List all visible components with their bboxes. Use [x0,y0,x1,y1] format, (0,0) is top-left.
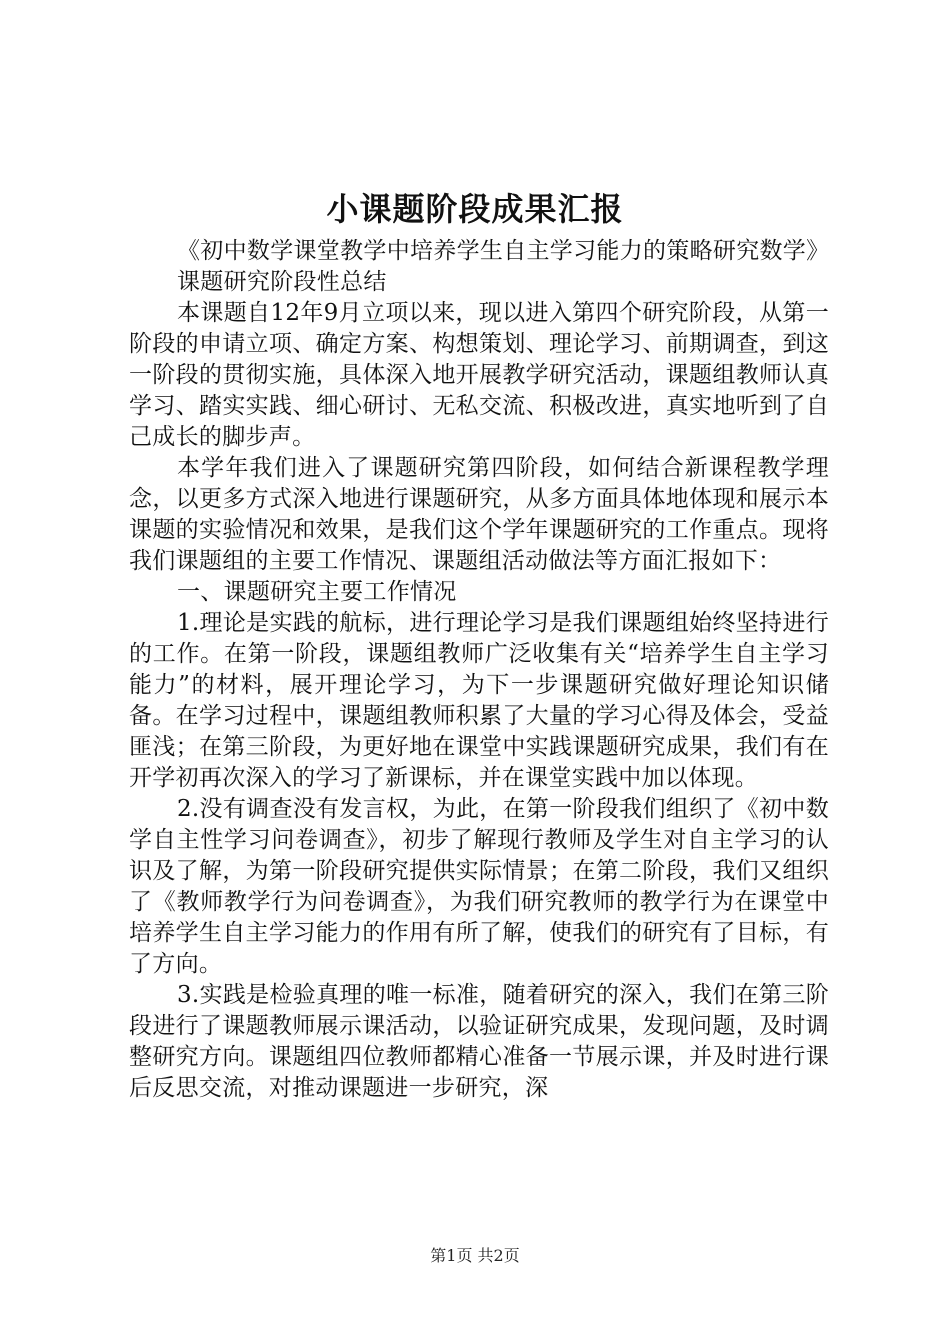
paragraph-item-1: 1.理论是实践的航标，进行理论学习是我们课题组始终坚持进行的工作。在第一阶段，课题组教师广泛收集有关“培养学生自主学习能力”的材料，展开理论学习，为下一步课题研究做好理论知识储备。在学习过程中，课题组教师积累了大量的学习心得及体会，受益匪浅；在第三阶段，为更好地在课堂中实践课题研究成果，我们有在开学初再次深入的学习了新课标，并在课堂实践中加以体现。 [129,610,829,791]
paragraph-summary-heading: 课题研究阶段性总结 [177,269,387,295]
paragraph-overview: 本学年我们进入了课题研究第四阶段，如何结合新课程教学理念，以更多方式深入地进行课题研究，从多方面具体地体现和展示本课题的实验情况和效果，是我们这个学年课题研究的工作重点。现将我们课题组的主要工作情况、课题组活动做法等方面汇报如下： [129,455,829,574]
paragraph-item-2: 2.没有调查没有发言权，为此，在第一阶段我们组织了《初中数学自主性学习问卷调查》，初步了解现行教师及学生对自主学习的认识及了解，为第一阶段研究提供实际情景；在第二阶段，我们又组织了《教师教学行为问卷调查》，为我们研究教师的教学行为在课堂中培养学生自主学习能力的作用有所了解，使我们的研究有了目标，有了方向。 [129,796,829,977]
section-heading-main-work: 一、课题研究主要工作情况 [177,579,457,605]
document-title: 小课题阶段成果汇报 [326,190,624,228]
paragraph-project-name: 《初中数学课堂教学中培养学生自主学习能力的策略研究数学》 [177,238,830,264]
page-footer: 第1页 共2页 [430,1246,520,1265]
paragraph-item-3: 3.实践是检验真理的唯一标准，随着研究的深入，我们在第三阶段进行了课题教师展示课活动，以验证研究成果，发现问题，及时调整研究方向。课题组四位教师都精心准备一节展示课，并及时进行课后反思交流，对推动课题进一步研究，深 [129,982,829,1101]
document-body [129,236,829,1104]
paragraph-intro: 本课题自12年9月立项以来，现以进入第四个研究阶段，从第一阶段的申请立项、确定方案、构想策划、理论学习、前期调查，到这一阶段的贯彻实施，具体深入地开展教学研究活动，课题组教师认真学习、踏实实践、细心研讨、无私交流、积极改进，真实地听到了自己成长的脚步声。 [129,300,829,450]
